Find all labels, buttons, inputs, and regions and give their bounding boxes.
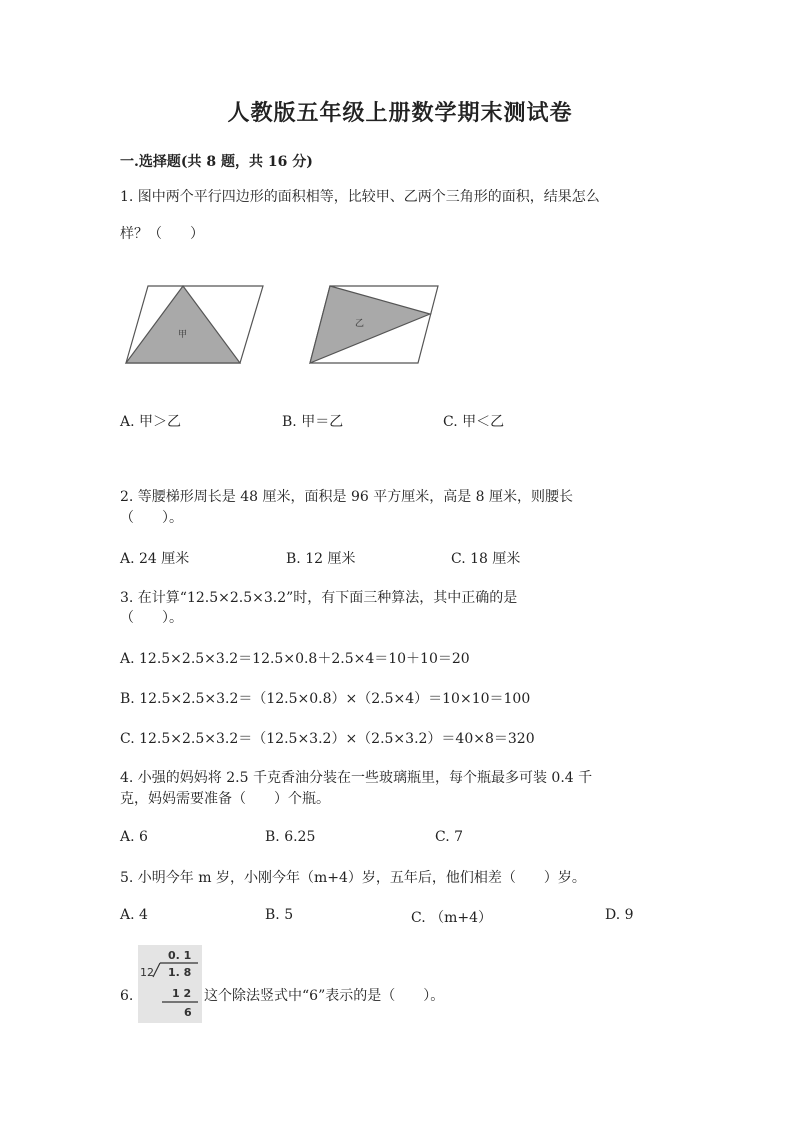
question-2-option-b: B. 12 厘米 (286, 551, 356, 567)
question-1-figure (118, 276, 448, 372)
question-5-option-a: A. 4 (120, 907, 148, 923)
question-3-line2: （ ）。 (120, 610, 183, 626)
question-1-option-a: A. 甲＞乙 (120, 414, 182, 430)
question-3-line1: 3. 在计算“12.5×2.5×3.2”时，有下面三种算法，其中正确的是 (120, 590, 518, 606)
question-4-option-b: B. 6.25 (265, 829, 316, 845)
question-5-option-c: C. （m+4） (411, 910, 493, 926)
division-bracket (153, 963, 160, 977)
question-4-line1: 4. 小强的妈妈将 2.5 千克香油分装在一些玻璃瓶里，每个瓶最多可装 0.4 千 (120, 770, 593, 786)
question-4-option-a: A. 6 (120, 829, 148, 845)
page-title: 人教版五年级上册数学期末测试卷 (227, 100, 573, 126)
long-division-image (138, 945, 202, 1023)
label-jia: 甲 (178, 330, 188, 340)
question-4-line2: 克，妈妈需要准备（ ）个瓶。 (120, 791, 330, 807)
triangle-yi (310, 286, 430, 363)
question-2-option-a: A. 24 厘米 (120, 551, 190, 567)
question-2-option-c: C. 18 厘米 (451, 551, 521, 567)
division-remainder: 6 (184, 1006, 192, 1019)
question-3-option-a: A. 12.5×2.5×3.2＝12.5×0.8＋2.5×4＝10＋10＝20 (120, 651, 470, 667)
question-1-line2: 样？（ ） (120, 226, 204, 242)
triangle-jia (126, 286, 240, 363)
long-division-figure (138, 945, 202, 1023)
division-product: 1 2 (172, 987, 192, 1000)
question-6-text: 这个除法竖式中“6”表示的是（ ）。 (204, 988, 445, 1004)
question-5-option-d: D. 9 (605, 907, 634, 923)
label-yi: 乙 (355, 319, 365, 329)
section-heading: 一.选择题(共 8 题，共 16 分) (120, 154, 313, 170)
question-2-line1: 2. 等腰梯形周长是 48 厘米，面积是 96 平方厘米，高是 8 厘米，则腰长 (120, 489, 574, 505)
question-5-option-b: B. 5 (265, 907, 294, 923)
question-1-option-b: B. 甲＝乙 (282, 414, 344, 430)
question-3-option-c: C. 12.5×2.5×3.2＝（12.5×3.2）×（2.5×3.2）＝40×8＝320 (120, 731, 535, 747)
division-divisor: 12 (140, 966, 154, 979)
question-5-line1: 5. 小明今年 m 岁，小刚今年（m+4）岁，五年后，他们相差（ ）岁。 (120, 870, 586, 886)
question-1-line1: 1. 图中两个平行四边形的面积相等，比较甲、乙两个三角形的面积，结果怎么 (120, 189, 600, 205)
question-2-line2: （ ）。 (120, 510, 183, 526)
question-6-number: 6. (120, 988, 134, 1004)
division-quotient: 0. 1 (168, 949, 192, 962)
division-dividend: 1. 8 (168, 966, 192, 979)
question-3-option-b: B. 12.5×2.5×3.2＝（12.5×0.8）×（2.5×4）＝10×10＝100 (120, 691, 531, 707)
question-4-option-c: C. 7 (435, 829, 464, 845)
question-1-option-c: C. 甲＜乙 (443, 414, 505, 430)
